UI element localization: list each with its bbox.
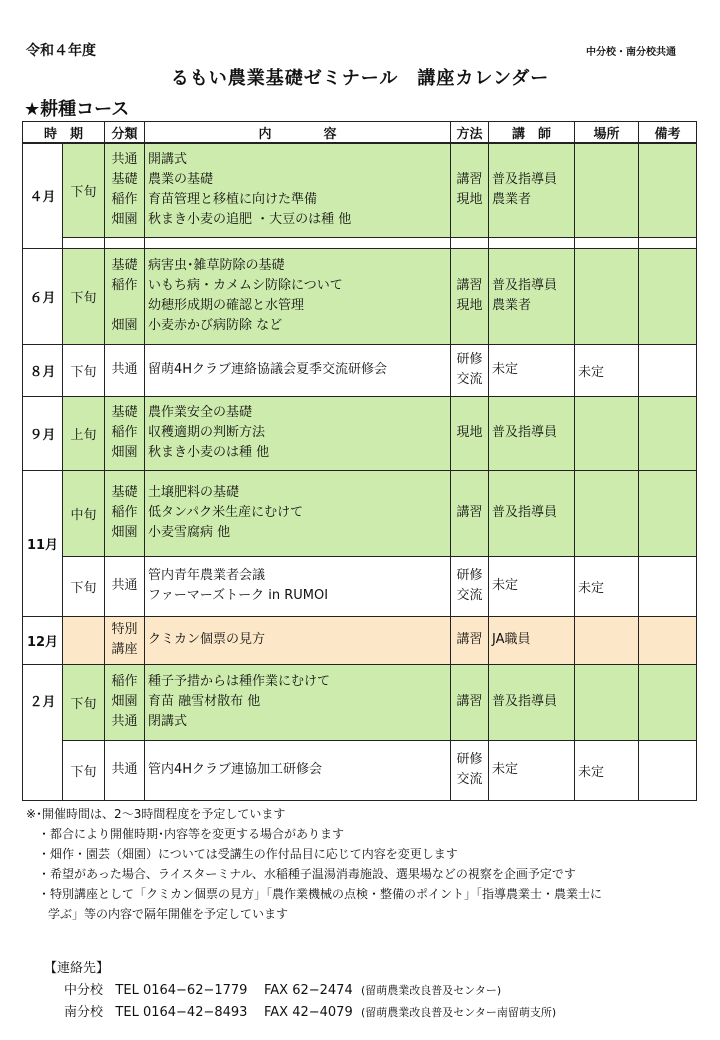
content-cell	[145, 143, 451, 237]
method-cell: 講習	[451, 470, 489, 556]
content-text: 農業の基礎	[148, 172, 214, 188]
month-label: 12月	[23, 616, 63, 664]
category-cell: 共通	[105, 344, 145, 396]
content-text: 幼穂形成期の確認と水管理	[148, 298, 305, 313]
category-text	[105, 296, 144, 316]
teacher-cell: 普及指導員	[489, 470, 575, 556]
content-cell	[145, 556, 451, 616]
content-text: 病害虫･雑草防除の基礎	[148, 258, 285, 273]
header-remarks: 備考	[639, 122, 697, 144]
remarks-cell	[639, 344, 697, 396]
page-title: るもい農業基礎ゼミナール 講座カレンダー	[170, 68, 550, 89]
method-cell: 講習	[451, 664, 489, 740]
content-text: 種子予措からは種作業にむけて	[148, 674, 331, 689]
content-text: 小麦赤かび病防除 など	[148, 318, 283, 333]
remarks-cell	[639, 248, 697, 344]
contact-name: 南分校	[64, 1005, 104, 1020]
category-text: 講座	[111, 642, 138, 657]
category-cell: 共通	[105, 740, 145, 800]
category-text: 稲作	[111, 505, 138, 520]
category-text: 基礎	[111, 485, 138, 500]
content-text: 低タンパク米生産にむけて	[148, 505, 304, 520]
category-cell	[105, 470, 145, 556]
content-text: 管内青年農業者会議	[148, 568, 266, 583]
teacher-cell: 普及指導員	[489, 396, 575, 470]
content-cell: クミカン個票の見方	[145, 616, 451, 664]
category-text: 稲作	[111, 425, 138, 440]
category-cell	[105, 248, 145, 344]
teacher-cell: 未定	[489, 740, 575, 800]
category-cell	[105, 143, 145, 237]
content-cell	[145, 248, 451, 344]
content-cell: 留萌4Hクラブ連絡協議会夏季交流研修会	[145, 344, 451, 396]
method-cell	[451, 248, 489, 344]
category-text: 共通	[111, 714, 138, 729]
place-cell	[575, 616, 639, 664]
period-cell: 下旬	[63, 143, 105, 237]
method-text: 研修	[456, 352, 483, 367]
remarks-cell	[639, 143, 697, 237]
method-text: 講習	[456, 278, 483, 293]
note-line: ・希望があった場合、ライスターミナル、水稲種子温湯消毒施設、選果場などの視察を企画予定です	[38, 867, 576, 881]
method-cell: 現地	[451, 396, 489, 470]
period-cell: 下旬	[63, 664, 105, 740]
method-text: 講習	[456, 172, 483, 188]
method-cell	[451, 740, 489, 800]
month-label: ６月	[23, 248, 63, 344]
header-category: 分類	[105, 122, 145, 144]
category-text: 畑園	[111, 525, 138, 540]
place-cell	[575, 664, 639, 740]
table-row	[23, 740, 697, 800]
contact-fax: FAX 42−4079	[263, 1005, 353, 1020]
method-text: 研修	[456, 568, 483, 583]
table-header-row	[23, 122, 697, 144]
table-row	[23, 616, 697, 664]
content-cell: 管内4Hクラブ連協加工研修会	[145, 740, 451, 800]
contact-fax: FAX 62−2474	[263, 983, 353, 998]
contact-org: (留萌農業改良普及センター)	[360, 984, 502, 997]
month-label: ４月	[23, 143, 63, 248]
header-period: 時 期	[23, 122, 105, 144]
category-cell	[105, 396, 145, 470]
teacher-cell: 未定	[489, 556, 575, 616]
content-text: 開講式	[148, 152, 188, 168]
month-label: ２月	[23, 664, 63, 800]
month-label: ８月	[23, 344, 63, 396]
contact-tel: TEL 0164−62−1779	[115, 983, 248, 998]
teacher-cell	[489, 143, 575, 237]
place-cell: 未定	[575, 740, 639, 800]
content-cell	[145, 396, 451, 470]
school-branches: 中分校・南分校共通	[586, 47, 676, 58]
header-place: 場所	[575, 122, 639, 144]
spacer-row	[23, 237, 697, 248]
seminar-calendar-table	[22, 121, 697, 801]
content-text: 秋まき小麦の追肥 ・大豆のは種 他	[148, 212, 352, 228]
remarks-cell	[639, 740, 697, 800]
place-cell: 未定	[575, 344, 639, 396]
teacher-cell: JA職員	[489, 616, 575, 664]
notes-section	[26, 804, 602, 924]
place-cell	[575, 248, 639, 344]
method-text: 交流	[456, 372, 483, 387]
period-cell: 下旬	[63, 740, 105, 800]
category-text: 稲作	[111, 192, 138, 208]
contact-tel: TEL 0164−42−8493	[115, 1005, 248, 1020]
contact-org: (留萌農業改良普及センター南留萌支所)	[360, 1006, 557, 1019]
content-text: 小麦雪腐病 他	[148, 525, 231, 540]
header-content: 内 容	[145, 122, 451, 144]
header-method: 方法	[451, 122, 489, 144]
remarks-cell	[639, 556, 697, 616]
period-cell: 下旬	[63, 344, 105, 396]
category-text: 稲作	[111, 674, 138, 689]
teacher-text: 普及指導員	[492, 172, 558, 188]
table-row	[23, 470, 697, 556]
note-line: ・都合により開催時期･内容等を変更する場合があります	[38, 827, 345, 841]
content-text: ファーマーズトーク in RUMOI	[148, 588, 329, 603]
category-text: 基礎	[111, 172, 138, 188]
contact-heading: 【連絡先】	[44, 961, 110, 976]
content-cell	[145, 664, 451, 740]
teacher-text: 農業者	[492, 192, 532, 208]
category-text: 基礎	[111, 258, 138, 273]
place-cell: 未定	[575, 556, 639, 616]
category-text: 畑園	[111, 318, 138, 333]
remarks-cell	[639, 616, 697, 664]
remarks-cell	[639, 470, 697, 556]
method-text: 交流	[456, 588, 483, 603]
note-line: ※･開催時間は、2～3時間程度を予定しています	[26, 807, 286, 821]
teacher-cell: 普及指導員	[489, 664, 575, 740]
category-text: 畑園	[111, 212, 138, 228]
method-cell	[451, 344, 489, 396]
method-text: 研修	[456, 752, 483, 767]
place-cell	[575, 470, 639, 556]
note-line: 学ぶ」等の内容で隔年開催を予定しています	[48, 907, 289, 921]
category-cell	[105, 664, 145, 740]
teacher-text: 普及指導員	[492, 278, 558, 293]
content-cell	[145, 470, 451, 556]
content-text: いもち病・カメムシ防除について	[148, 278, 343, 293]
table-row	[23, 664, 697, 740]
method-cell	[451, 556, 489, 616]
remarks-cell	[639, 396, 697, 470]
category-cell: 共通	[105, 556, 145, 616]
teacher-text: 農業者	[492, 298, 532, 313]
table-row	[23, 556, 697, 616]
method-cell: 講習	[451, 616, 489, 664]
contact-section	[44, 958, 556, 1024]
place-cell	[575, 396, 639, 470]
period-cell	[63, 616, 105, 664]
month-label: 11月	[23, 470, 63, 616]
period-cell: 下旬	[63, 248, 105, 344]
category-text: 畑園	[111, 445, 138, 460]
place-cell	[575, 143, 639, 237]
teacher-cell	[489, 248, 575, 344]
table-row	[23, 396, 697, 470]
content-text: 農作業安全の基礎	[148, 405, 253, 420]
content-text: 秋まき小麦のは種 他	[148, 445, 270, 460]
method-text: 現地	[456, 192, 483, 208]
category-text: 特別	[111, 622, 138, 637]
content-text: 土壌肥料の基礎	[148, 485, 240, 500]
month-label: ９月	[23, 396, 63, 470]
content-text: 収穫適期の判断方法	[148, 425, 266, 440]
note-line: ・畑作・園芸（畑園）については受講生の作付品目に応じて内容を変更します	[38, 847, 458, 861]
category-cell	[105, 616, 145, 664]
method-cell	[451, 143, 489, 237]
table-row	[23, 248, 697, 344]
teacher-cell: 未定	[489, 344, 575, 396]
fiscal-year: 令和４年度	[26, 43, 96, 59]
header-teacher: 講 師	[489, 122, 575, 144]
period-cell: 中旬	[63, 470, 105, 556]
content-text: 育苗管理と移植に向けた準備	[148, 192, 318, 208]
category-text: 共通	[111, 152, 138, 168]
period-cell: 上旬	[63, 396, 105, 470]
category-text: 畑園	[111, 694, 138, 709]
method-text: 現地	[456, 298, 483, 313]
contact-naka	[64, 980, 556, 1002]
category-text: 基礎	[111, 405, 138, 420]
remarks-cell	[639, 664, 697, 740]
table-row	[23, 344, 697, 396]
method-text: 交流	[456, 772, 483, 787]
content-text: 育苗 融雪材散布 他	[148, 694, 261, 709]
table-row	[23, 143, 697, 237]
category-text: 稲作	[111, 278, 138, 293]
course-title: ★耕種コース	[24, 99, 130, 120]
period-cell: 下旬	[63, 556, 105, 616]
contact-minami	[64, 1002, 556, 1024]
contact-name: 中分校	[64, 983, 104, 998]
note-line: ・特別講座として「クミカン個票の見方」「農作業機械の点検・整備のポイント」「指導農業士・農業士に	[38, 887, 603, 901]
content-text: 閉講式	[148, 714, 188, 729]
